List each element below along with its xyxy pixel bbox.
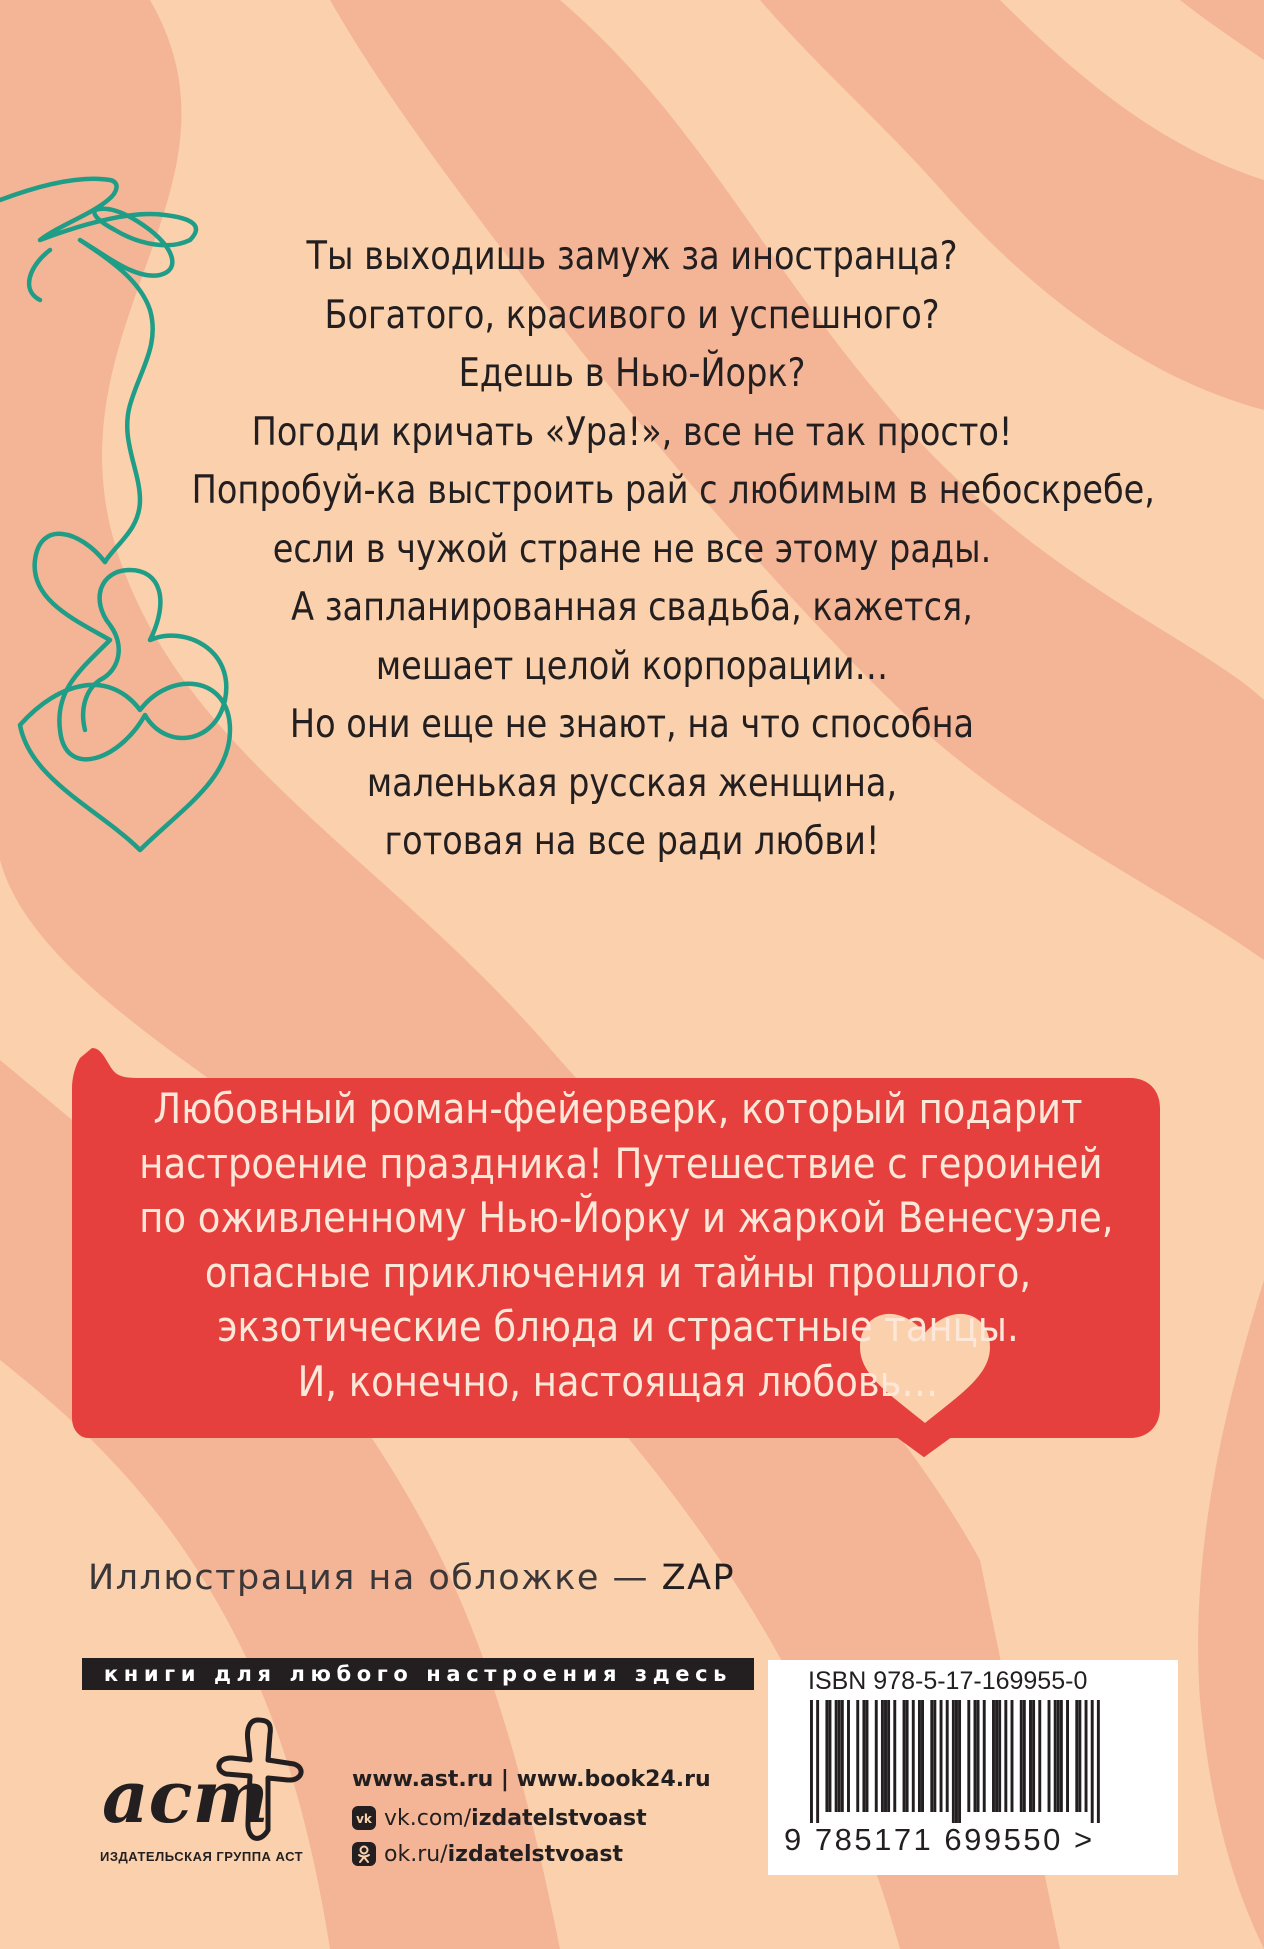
barcode-bar xyxy=(983,1700,986,1812)
barcode-bar xyxy=(810,1700,813,1823)
barcode-bar xyxy=(903,1700,906,1812)
barcode-bar xyxy=(1048,1700,1051,1812)
barcode-bar xyxy=(1004,1700,1007,1812)
blurb-line: Ты выходишь замуж за иностранца? xyxy=(306,234,958,279)
ok-row xyxy=(352,1836,711,1872)
isbn-label: ISBN 978-5-17-169955-0 xyxy=(808,1667,1088,1695)
credit-label: Иллюстрация на обложке — xyxy=(88,1558,662,1598)
barcode-bar xyxy=(940,1700,943,1812)
blurb-line: Богатого, красивого и успешного? xyxy=(324,292,940,338)
barcode-bar xyxy=(835,1700,838,1812)
ok-handle[interactable]: izdatelstvoast xyxy=(447,1841,624,1867)
barcode-bar xyxy=(946,1700,949,1812)
barcode-bar xyxy=(918,1700,921,1812)
blurb-line: Но они еще не знают, на что способна xyxy=(289,702,975,747)
barcode-bar xyxy=(847,1700,850,1812)
vk-handle[interactable]: izdatelstvoast xyxy=(471,1805,647,1831)
barcode-bar xyxy=(930,1700,933,1812)
blurb-line: Едешь в Нью-Йорк? xyxy=(458,351,806,396)
publisher-links xyxy=(352,1758,711,1872)
barcode-bar xyxy=(921,1700,924,1812)
barcode-bar xyxy=(933,1700,936,1812)
barcode-bar xyxy=(1078,1700,1081,1812)
promo-line: настроение праздника! Путешествие с героиней xyxy=(139,1138,1103,1188)
barcode-bar xyxy=(912,1700,915,1812)
barcode-bar xyxy=(856,1700,859,1812)
publisher-tagline: книги для любого настроения здесь xyxy=(82,1658,754,1690)
barcode-bar xyxy=(816,1700,819,1823)
barcode-bar xyxy=(1097,1700,1100,1823)
publisher-name: ИЗДАТЕЛЬСКАЯ ГРУППА АСТ xyxy=(100,1849,304,1864)
promo-line: по оживленному Нью-Йорку и жаркой Венесуэле, xyxy=(139,1193,1114,1242)
barcode-bar xyxy=(1066,1700,1069,1812)
promo-line: опасные приключения и тайны прошлого, xyxy=(204,1247,1032,1297)
barcode-bar xyxy=(1032,1700,1035,1812)
ast-logo xyxy=(100,1712,330,1862)
illustration-credit xyxy=(88,1558,735,1598)
barcode-bar xyxy=(838,1700,841,1812)
promo-line: экзотические блюда и страстные танцы. xyxy=(217,1302,1019,1351)
barcode-bar xyxy=(862,1700,865,1812)
promo-line: И, конечно, настоящая любовь… xyxy=(297,1356,939,1406)
blurb-line: мешает целой корпорации… xyxy=(375,643,889,689)
promo-text xyxy=(139,1082,1114,1409)
barcode-bar xyxy=(866,1700,869,1812)
barcode-bar xyxy=(1091,1700,1094,1823)
ok-prefix[interactable]: ok.ru/ xyxy=(384,1841,448,1867)
blurb-line: маленькая русская женщина, xyxy=(366,760,898,806)
websites-row xyxy=(352,1758,711,1800)
blurb-line: готовая на все ради любви! xyxy=(384,819,880,864)
barcode-bar xyxy=(893,1700,896,1812)
back-cover-blurb xyxy=(191,228,1155,872)
barcode-digits: 9 785171 699550 > xyxy=(784,1822,1095,1857)
vk-prefix[interactable]: vk.com/ xyxy=(384,1805,472,1831)
barcode-bar xyxy=(841,1700,844,1812)
barcode-bar xyxy=(829,1700,832,1812)
barcode-bar xyxy=(977,1700,980,1812)
barcode-bar xyxy=(998,1700,1001,1812)
barcode-bar xyxy=(992,1700,995,1812)
blurb-line: Погоди кричать «Ура!», все не так просто! xyxy=(251,409,1013,455)
vk-row xyxy=(352,1800,711,1836)
barcode-bar xyxy=(825,1700,828,1812)
barcode-bar xyxy=(1075,1700,1078,1812)
barcode-bar xyxy=(884,1700,887,1812)
credit-artist: ZAP xyxy=(661,1558,736,1598)
blurb-line: А запланированная свадьба, кажется, xyxy=(291,585,973,630)
barcode-bar xyxy=(995,1700,998,1812)
barcode-bar xyxy=(1029,1700,1032,1812)
barcode-bar xyxy=(1060,1700,1063,1812)
barcode-bar xyxy=(1011,1700,1014,1812)
barcode-bar xyxy=(1057,1700,1060,1812)
barcode-bar xyxy=(955,1700,958,1823)
barcode-bar xyxy=(906,1700,909,1812)
websites-link[interactable]: www.ast.ru | www.book24.ru xyxy=(352,1766,711,1792)
barcode-bar xyxy=(1054,1700,1057,1812)
barcode-bar xyxy=(974,1700,977,1812)
logo-text: аст xyxy=(102,1754,269,1839)
svg-text:vk: vk xyxy=(356,1812,372,1826)
promo-line: Любовный роман-фейерверк, который подарит xyxy=(153,1084,1083,1133)
barcode-bar xyxy=(887,1700,890,1812)
barcode-bar xyxy=(1023,1700,1026,1812)
barcode-bar xyxy=(1038,1700,1041,1812)
vk-icon xyxy=(352,1806,376,1830)
barcode-bar xyxy=(881,1700,884,1812)
barcode-bar xyxy=(1085,1700,1088,1812)
blurb-line: если в чужой стране не все этому рады. xyxy=(272,526,992,572)
blurb-line: Попробуй-ка выстроить рай с любимым в небоскребе, xyxy=(191,468,1155,513)
barcode-bar xyxy=(958,1700,961,1823)
odnoklassniki-icon xyxy=(352,1842,376,1866)
barcode-bar xyxy=(875,1700,878,1812)
barcode-bar xyxy=(952,1700,955,1823)
barcode-bar xyxy=(967,1700,970,1812)
barcode-image xyxy=(810,1700,1100,1823)
barcode-bar xyxy=(1020,1700,1023,1812)
